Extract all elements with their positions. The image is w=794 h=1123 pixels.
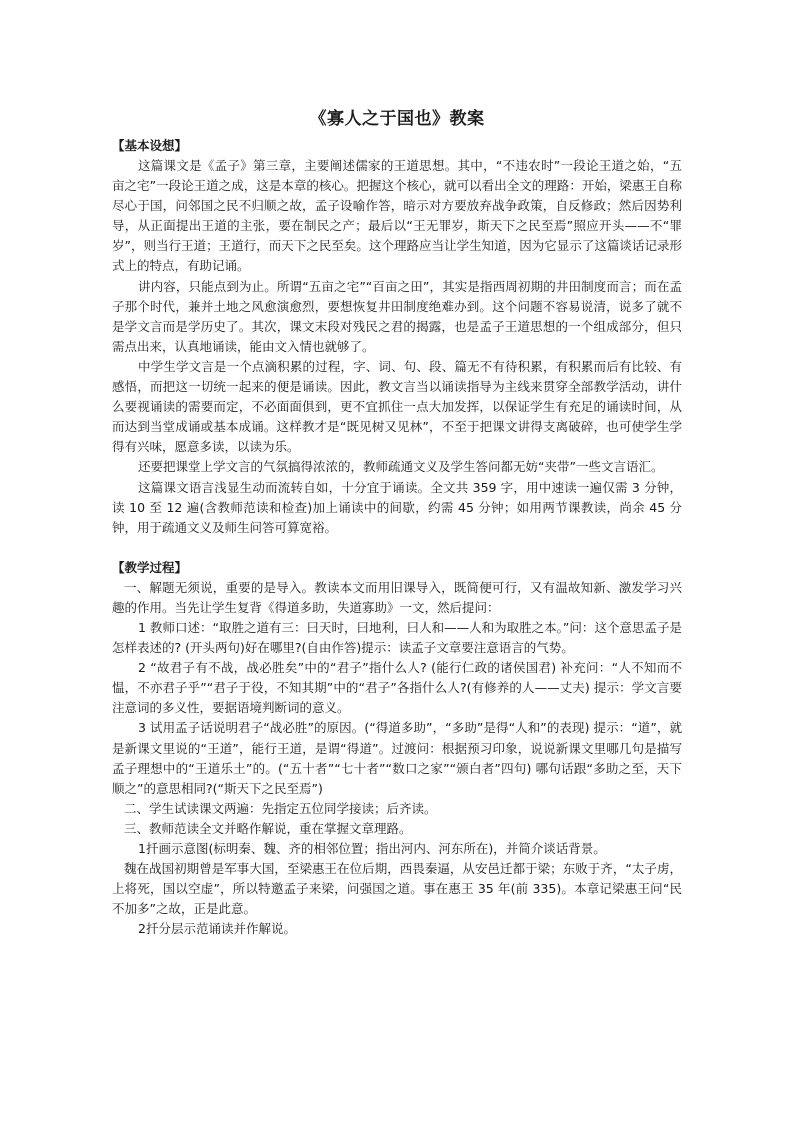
section-heading-process: 【教学过程】 — [112, 559, 188, 575]
paragraph: 讲内容，只能点到为止。所谓“五亩之宅”“百亩之田”，其实是指西周初期的井田制度而言；而在孟子那个时代，兼并土地之风愈演愈烈，要想恢复井田制度绝难办到。这个问题不容易说清，说多了就不是学文言而是学历史了。其次，课文末段对残民之君的揭露，也是孟子王道思想的一个组成部分，但只需点出来，认真地诵读，能由文入情也就够了。 — [112, 278, 682, 354]
section-heading-basic: 【基本设想】 — [112, 138, 188, 153]
paragraph: 这篇课文语言浅显生动而流转自如，十分宜于诵读。全文共 359 字，用中速读一遍仅需 3 分钟，读 10 至 12 遍(含教师范读和检查)加上诵读中的间歇，约需 45 分钟；如用两节课教读，尚余 45 分钟，用于疏通文义及师生问答可算宽裕。 — [112, 479, 682, 535]
paragraph: 2扦分层示范诵读并作解说。 — [138, 921, 296, 937]
paragraph: 1扦画示意图(标明秦、魏、齐的相邻位置；指出河内、河东所在)，并简介谈话背景。 — [138, 841, 606, 856]
paragraph: 这篇课文是《孟子》第三章，主要阐述儒家的王道思想。其中，“不违农时”一段论王道之始，“五亩之宅”一段论王道之成，这是本章的核心。把握这个核心，就可以看出全文的理路：开始，梁惠王自称尽心于国，问邻国之民不归顺之故，孟子设喻作答，暗示对方要放弃战争政策，自反修政；然后因势利导，从正面提出王道的主张，要在制民之产；最后以“王无罪岁，斯天下之民至焉”照应开头——不“罪岁”，则当行王道；王道行，而天下之民至矣。这个理路应当让学生知道，因为它显示了这篇谈话记录形式上的特点，有助记诵。 — [112, 158, 682, 274]
paragraph: 3 试用孟子话说明君子“战必胜”的原因。(“得道多助”，“多助”是得“人和”的表现) 提示：“道”，就是新课文里说的“王道”，能行王道，是谓“得道”。过渡问：根据预习印象，说说新课文里哪几句是描写孟子理想中的“王道乐土”的。(“五十者”“七十者”“数口之家”“颁白者”四句) 哪句话跟“多助之至，天下顺之”的意思相同?(“斯天下之民至焉”) — [112, 720, 682, 796]
paragraph: 2 “故君子有不战，战必胜矣”中的“君子”指什么人? (能行仁政的诸侯国君) 补充问：“人不知而不愠，不亦君子乎”“君子于役，不知其期”中的“君子”各指什么人?(有修养的人——丈夫) 提示：学文言要注意词的多义性，要据语境判断词的意义。 — [112, 660, 682, 716]
paragraph: 中学生学文言是一个点滴积累的过程，字、词、句、段、篇无不有待积累，有积累而后有比较、有感悟，而把这一切统一起来的便是诵读。因此，教文言当以诵读指导为主线来贯穿全部教学活动，讲什么要视诵读的需要而定，不必面面俱到，更不宜抓住一点大加发挥，以保证学生有充足的诵读时间，从而达到当堂成诵或基本成诵。这样教才是“既见树又见林”，不至于把课文讲得支离破碎，也可使学生学得有兴味，愿意多读，以读为乐。 — [112, 358, 682, 455]
paragraph: 还要把课堂上学文言的气氛搞得浓浓的，教师疏通文义及学生答问都无妨“夹带”一些文言语汇。 — [138, 459, 664, 475]
paragraph: 魏在战国初期曾是军事大国，至梁惠王在位后期，西畏秦逼，从安邑迁都于梁；东败于齐，“太子虏，上将死，国以空虚”，所以特邀孟子来梁，问强国之道。事在惠王 35 年(前 335)。本章记梁惠王问“民不加多”之故，正是此意。 — [112, 861, 682, 917]
paragraph: 三、教师范读全文并略作解说，重在掌握文章理路。 — [124, 820, 412, 836]
paragraph: 一、解题无须说，重要的是导入。教读本文而用旧课导入，既简便可行，又有温故知新、激发学习兴趣的作用。当先让学生复背《得道多助，失道寡助》一文，然后提问： — [112, 579, 682, 615]
page-title: 《寡人之于国也》教案 — [309, 109, 485, 129]
paragraph: 二、学生试读课文两遍：先指定五位同学接读；后齐读。 — [124, 800, 437, 816]
spacer — [112, 538, 682, 558]
paragraph: 1 教师口述：“取胜之道有三：曰天时，曰地利，曰人和——人和为取胜之本。”问：这个意思孟子是怎样表述的? (开头两句)好在哪里?(自由作答)提示：读孟子文章要注意语言的气势。 — [112, 619, 682, 656]
document-page — [112, 104, 682, 939]
